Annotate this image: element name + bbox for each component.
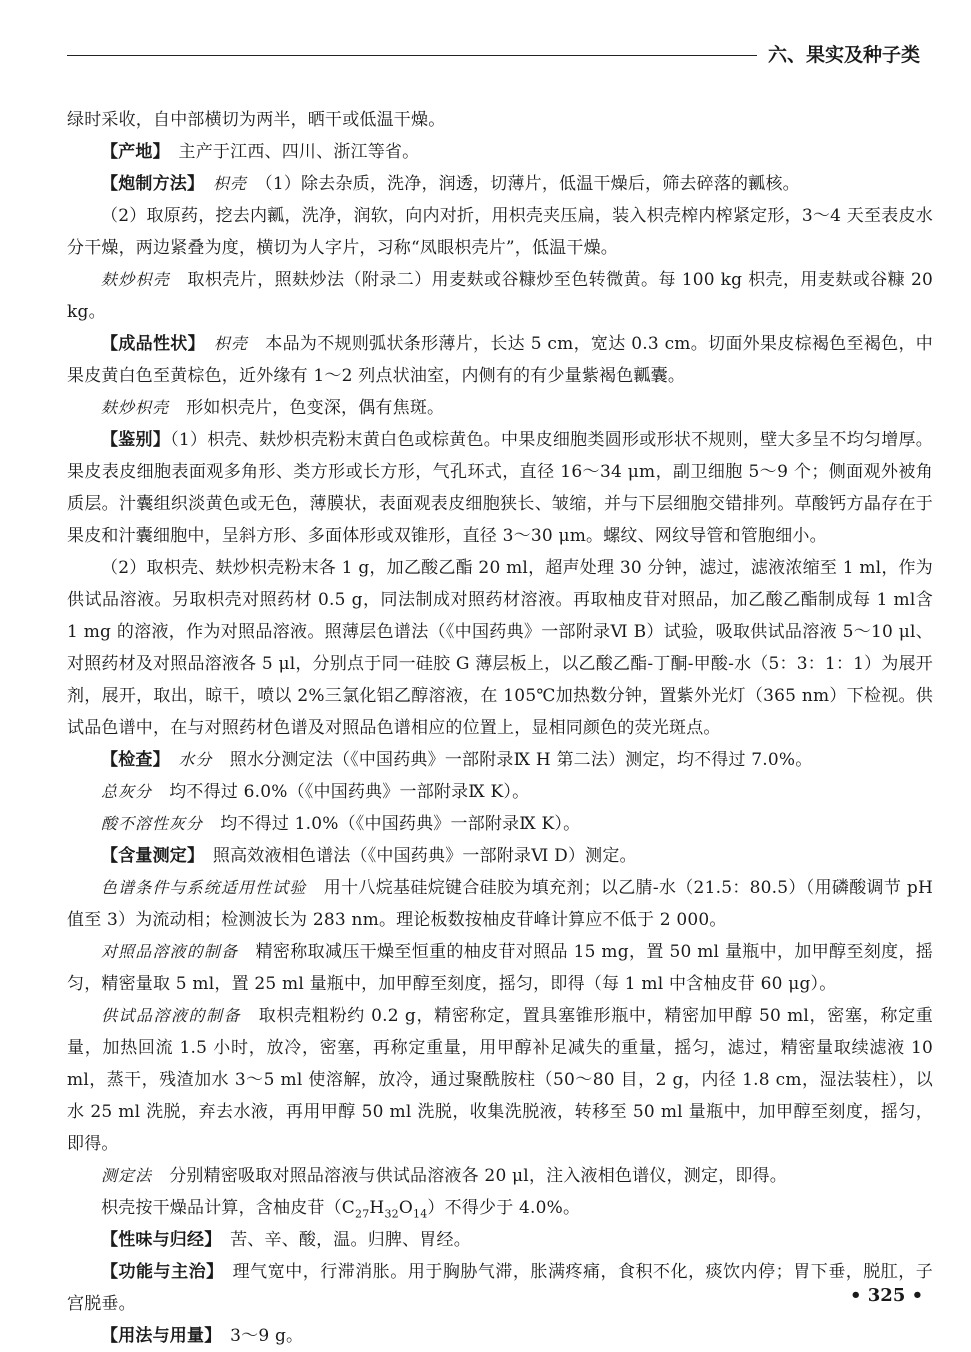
heading-dosage: 【用法与用量】: [101, 1326, 213, 1346]
paragraph-function: 【功能与主治】 理气宽中，行滞消胀。用于胸胁气滞，胀满疼痛，食积不化，痰饮内停；胃下垂，脱肛，子宫脱垂。: [67, 1262, 934, 1314]
heading-identification: 【鉴别】: [101, 430, 171, 450]
heading-nature: 【性味与归经】: [101, 1230, 213, 1250]
paragraph-bran-fried: 麸炒枳壳 取枳壳片，照麸炒法（附录二）用麦麸或谷糠炒至色转微黄。每 100 kg 枳壳，用麦麸或谷糠 20 kg。: [67, 270, 933, 322]
paragraph-origin: 【产地】 主产于江西、四川、浙江等省。: [101, 142, 420, 162]
paragraph-assay: 【含量测定】 照高效液相色谱法（《中国药典》一部附录Ⅵ D）测定。: [101, 846, 637, 866]
heading-assay: 【含量测定】: [101, 846, 196, 866]
paragraph-identification-1: 【鉴别】（1）枳壳、麸炒枳壳粉末黄白色或棕黄色。中果皮细胞类圆形或形状不规则，壁大多呈不均匀增厚。果皮表皮细胞表面观多角形、类方形或长方形，气孔环式，直径 16～34 μm，副卫细胞 5～9 个；侧面观外被角质层。汁囊组织淡黄色或无色，薄膜状，表面观表皮细胞狭长、皱缩，并与下层细胞交错排列。草酸钙方晶存在于果皮和汁囊细胞中，呈斜方形、多面体形或双锥形，直径 3～30 μm。螺纹、网纹导管和管胞细小。: [67, 430, 933, 546]
paragraph-properties: 【成品性状】 枳壳 本品为不规则弧状条形薄片，长达 5 cm，宽达 0.3 cm。切面外果皮棕褐色至褐色，中果皮黄白色至黄棕色，近外缘有 1～2 列点状油室，内侧有的有少量紫褐色瓤囊。: [67, 334, 934, 386]
page-body: [67, 104, 933, 1352]
paragraph-identification-2: （2）取枳壳、麸炒枳壳粉末各 1 g，加乙酸乙酯 20 ml，超声处理 30 分钟，滤过，滤液浓缩至 1 ml，作为供试品溶液。另取枳壳对照药材 0.5 g，同法制成对照药材溶液。再取柚皮苷对照品，加乙酸乙酯制成每 1 ml含 1 mg 的溶液，作为对照品溶液。照薄层色谱法（《中国药典》一部附录Ⅵ B）试验，吸取供试品溶液 5～10 μl、对照药材及对照品溶液各 5 μl，分别点于同一硅胶 G 薄层板上，以乙酸乙酯-丁酮-甲酸-水（5：3：1：1）为展开剂，展开，取出，晾干，喷以 2%三氯化铝乙醇溶液，在 105℃加热数分钟，置紫外光灯（365 nm）下检视。供试品色谱中，在与对照药材色谱及对照品色谱相应的位置上，显相同颜色的荧光斑点。: [67, 558, 933, 738]
paragraph-content-limit: 枳壳按干燥品计算，含柚皮苷$(C_{27}H_{32}O_{14})$不得少于 4.0%。: [101, 1198, 581, 1221]
paragraph-inspection: 【检查】 水分 照水分测定法（《中国药典》一部附录Ⅸ H 第二法）测定，均不得过 7.0%。: [101, 750, 813, 770]
heading-origin: 【产地】: [101, 142, 162, 162]
heading-processing: 【炮制方法】: [101, 174, 196, 194]
paragraph-dosage: 【用法与用量】 3～9 g。: [101, 1326, 304, 1346]
paragraph-reference-solution: 对照品溶液的制备 精密称取减压干燥至恒重的柚皮苷对照品 15 mg，置 50 ml 量瓶中，加甲醇至刻度，摇匀，精密量取 5 ml，置 25 ml 量瓶中，加甲醇至刻度，摇匀，即得（每 1 ml 中含柚皮苷 60 μg）。: [67, 942, 933, 994]
section-title: 六、果实及种子类: [768, 44, 921, 66]
paragraph-method: 测定法 分别精密吸取对照品溶液与供试品溶液各 20 μl，注入液相色谱仪，测定，即得。: [101, 1166, 787, 1186]
header-rule: [67, 55, 757, 56]
paragraph-processing-2: （2）取原药，挖去内瓤，洗净，润软，向内对折，用枳壳夹压扁，装入枳壳榨内榨紧定形，3～4 天至表皮水分干燥，两边紧叠为度，横切为人字片，习称“凤眼枳壳片”，低温干燥。: [67, 206, 933, 258]
paragraph-chromatography: 色谱条件与系统适用性试验 用十八烷基硅烷键合硅胶为填充剂；以乙腈-水（21.5：80.5）（用磷酸调节 pH 值至 3）为流动相；检测波长为 283 nm。理论板数按柚皮苷峰计算应不低于 2 000。: [67, 878, 933, 930]
paragraph-test-solution: 供试品溶液的制备 取枳壳粗粉约 0.2 g，精密称定，置具塞锥形瓶中，精密加甲醇 50 ml，密塞，称定重量，加热回流 1.5 小时，放冷，密塞，再称定重量，用甲醇补足减失的重量，摇匀，滤过，精密量取续滤液 10 ml，蒸干，残渣加水 3～5 ml 使溶解，放冷，通过聚酰胺柱（50～80 目，2 g，内径 1.8 cm，湿法装柱），以水 25 ml 洗脱，弃去水液，再用甲醇 50 ml 洗脱，收集洗脱液，转移至 50 ml 量瓶中，加甲醇至刻度，摇匀，即得。: [67, 1006, 933, 1154]
paragraph-processing: 【炮制方法】 枳壳 （1）除去杂质，洗净，润透，切薄片，低温干燥后，筛去碎落的瓤核。: [101, 174, 800, 194]
heading-inspection: 【检查】: [101, 750, 162, 770]
paragraph-acid-ash: 酸不溶性灰分 均不得过 1.0%（《中国药典》一部附录Ⅸ K）。: [101, 814, 581, 834]
heading-function: 【功能与主治】: [101, 1262, 216, 1282]
paragraph-properties-2: 麸炒枳壳 形如枳壳片，色变深，偶有焦斑。: [101, 398, 445, 418]
paragraph-harvest: 绿时采收，自中部横切为两半，晒干或低温干燥。: [67, 110, 446, 130]
paragraph-nature: 【性味与归经】 苦、辛、酸，温。归脾、胃经。: [101, 1230, 471, 1250]
heading-properties: 【成品性状】: [101, 334, 197, 354]
paragraph-total-ash: 总灰分 均不得过 6.0%（《中国药典》一部附录Ⅸ K）。: [101, 782, 530, 802]
page-number: • 325 •: [850, 1285, 924, 1306]
